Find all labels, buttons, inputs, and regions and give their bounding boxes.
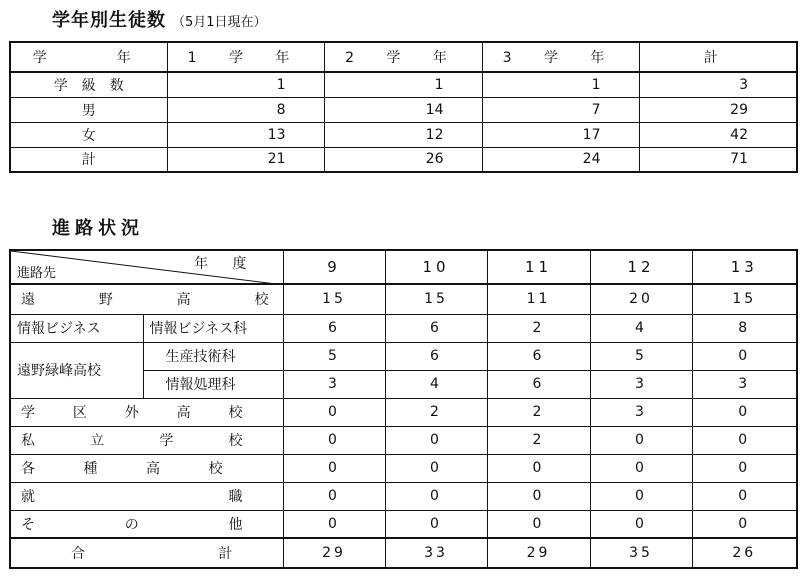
spread-label	[11, 543, 283, 563]
cell: 1	[482, 72, 639, 97]
cell: 0	[385, 510, 487, 538]
cell: 3	[283, 370, 385, 398]
students-title: 学年別生徒数	[52, 10, 166, 31]
cell: 17	[482, 122, 639, 147]
cell: 71	[639, 147, 797, 172]
spread-label	[11, 402, 283, 422]
cell: 33	[385, 538, 487, 568]
corner-cell	[10, 250, 283, 284]
year-header: 12	[590, 250, 692, 284]
cell: 2	[487, 398, 590, 426]
cell: 13	[167, 122, 324, 147]
cell: 8	[167, 97, 324, 122]
year-header: 9	[283, 250, 385, 284]
career-header-row	[10, 250, 797, 284]
cell: 35	[590, 538, 692, 568]
cell: 20	[590, 284, 692, 314]
spread-label	[11, 514, 283, 534]
cell: 0	[692, 482, 797, 510]
label-char: 他	[228, 516, 243, 533]
cell: 3	[590, 398, 692, 426]
header-grade-2: 2 学 年	[324, 42, 482, 72]
cell: 4	[590, 314, 692, 342]
cell: 15	[283, 284, 385, 314]
cell: 0	[385, 482, 487, 510]
career-heading	[52, 214, 144, 240]
label-char: 就	[21, 489, 35, 505]
row-label: 計	[10, 147, 167, 172]
cell: 0	[590, 454, 692, 482]
cell: 0	[487, 454, 590, 482]
cell: 6	[487, 342, 590, 370]
cell: 15	[385, 284, 487, 314]
students-heading	[52, 6, 267, 32]
spread-label	[11, 458, 283, 478]
cell: 0	[487, 482, 590, 510]
table-row	[10, 538, 797, 568]
table-row	[10, 454, 797, 482]
row-label-employment	[10, 482, 283, 510]
cell: 3	[590, 370, 692, 398]
cell: 0	[385, 426, 487, 454]
table-row	[10, 510, 797, 538]
cell: 8	[692, 314, 797, 342]
cell: 1	[324, 72, 482, 97]
cell: 26	[692, 538, 797, 568]
cell: 3	[639, 72, 797, 97]
group-label-joho-business: 情報ビジネス	[10, 314, 143, 342]
label-char: 校	[208, 461, 223, 477]
row-label-tono-high	[10, 284, 283, 314]
sub-label: 生産技術科	[143, 342, 283, 370]
header-grade: 学 年	[10, 42, 167, 72]
label-char: 学	[159, 433, 174, 449]
table-row	[10, 147, 797, 172]
cell: 0	[487, 510, 590, 538]
header-total: 計	[639, 42, 797, 72]
cell: 6	[283, 314, 385, 342]
row-label-other	[10, 510, 283, 538]
cell: 29	[487, 538, 590, 568]
table-row	[10, 342, 797, 370]
cell: 15	[692, 284, 797, 314]
label-char: 区	[72, 405, 87, 421]
table-row	[10, 122, 797, 147]
corner-year-label: 年 度	[194, 256, 257, 272]
label-char: そ	[21, 516, 35, 533]
cell: 0	[283, 510, 385, 538]
cell: 2	[487, 314, 590, 342]
cell: 4	[385, 370, 487, 398]
table-row	[10, 482, 797, 510]
cell: 0	[692, 342, 797, 370]
corner-destination-label: 進路先	[17, 266, 57, 281]
label-char: 高	[176, 405, 191, 421]
label-char: 各	[21, 461, 35, 477]
header-grade-1: 1 学 年	[167, 42, 324, 72]
row-label-total	[10, 538, 283, 568]
sub-label: 情報ビジネス科	[143, 314, 283, 342]
label-char: 外	[124, 405, 139, 421]
students-date-note: （5月1日現在）	[172, 15, 267, 30]
cell: 0	[692, 426, 797, 454]
table-row	[10, 314, 797, 342]
label-char: 立	[90, 433, 105, 449]
label-char: 校	[228, 433, 243, 449]
career-title: 進路状況	[52, 218, 144, 239]
cell: 5	[590, 342, 692, 370]
students-table	[9, 41, 798, 173]
cell: 2	[487, 426, 590, 454]
cell: 0	[590, 482, 692, 510]
row-label: 学 級 数	[10, 72, 167, 97]
row-label: 女	[10, 122, 167, 147]
header-grade-3: 3 学 年	[482, 42, 639, 72]
cell: 21	[167, 147, 324, 172]
year-header: 13	[692, 250, 797, 284]
cell: 6	[385, 314, 487, 342]
cell: 0	[283, 426, 385, 454]
label-char: 遠	[21, 292, 35, 309]
row-label-various	[10, 454, 283, 482]
career-table	[9, 249, 798, 569]
cell: 0	[283, 398, 385, 426]
spread-label	[11, 486, 283, 506]
cell: 0	[692, 510, 797, 538]
cell: 29	[639, 97, 797, 122]
cell: 26	[324, 147, 482, 172]
label-char: 計	[218, 546, 233, 562]
cell: 0	[590, 426, 692, 454]
cell: 2	[385, 398, 487, 426]
cell: 7	[482, 97, 639, 122]
row-label: 男	[10, 97, 167, 122]
label-char: 学	[21, 405, 35, 421]
cell: 0	[283, 482, 385, 510]
cell: 24	[482, 147, 639, 172]
cell: 6	[487, 370, 590, 398]
row-label-private	[10, 426, 283, 454]
table-row	[10, 398, 797, 426]
cell: 12	[324, 122, 482, 147]
table-row	[10, 284, 797, 314]
label-char: 私	[21, 433, 35, 449]
cell: 1	[167, 72, 324, 97]
label-char: 高	[146, 461, 160, 477]
label-char: 合	[71, 546, 85, 562]
cell: 3	[692, 370, 797, 398]
cell: 5	[283, 342, 385, 370]
row-label-outside-district	[10, 398, 283, 426]
cell: 11	[487, 284, 590, 314]
cell: 6	[385, 342, 487, 370]
label-char: の	[124, 516, 139, 533]
cell: 0	[283, 454, 385, 482]
students-header-row	[10, 42, 797, 72]
label-char: 種	[83, 461, 98, 477]
label-char: 野	[98, 292, 113, 309]
year-header: 11	[487, 250, 590, 284]
cell: 14	[324, 97, 482, 122]
cell: 0	[590, 510, 692, 538]
table-row	[10, 72, 797, 97]
group-label-tono-ryokuho: 遠野緑峰高校	[10, 342, 143, 398]
cell: 42	[639, 122, 797, 147]
cell: 0	[692, 398, 797, 426]
cell: 29	[283, 538, 385, 568]
label-char: 校	[254, 292, 269, 309]
label-char: 職	[228, 489, 243, 505]
table-row	[10, 426, 797, 454]
cell: 0	[385, 454, 487, 482]
spread-label	[11, 430, 283, 450]
cell: 0	[692, 454, 797, 482]
label-char: 校	[228, 405, 243, 421]
year-header: 10	[385, 250, 487, 284]
spread-label	[11, 289, 283, 309]
sub-label: 情報処理科	[143, 370, 283, 398]
label-char: 高	[176, 292, 191, 309]
table-row	[10, 97, 797, 122]
